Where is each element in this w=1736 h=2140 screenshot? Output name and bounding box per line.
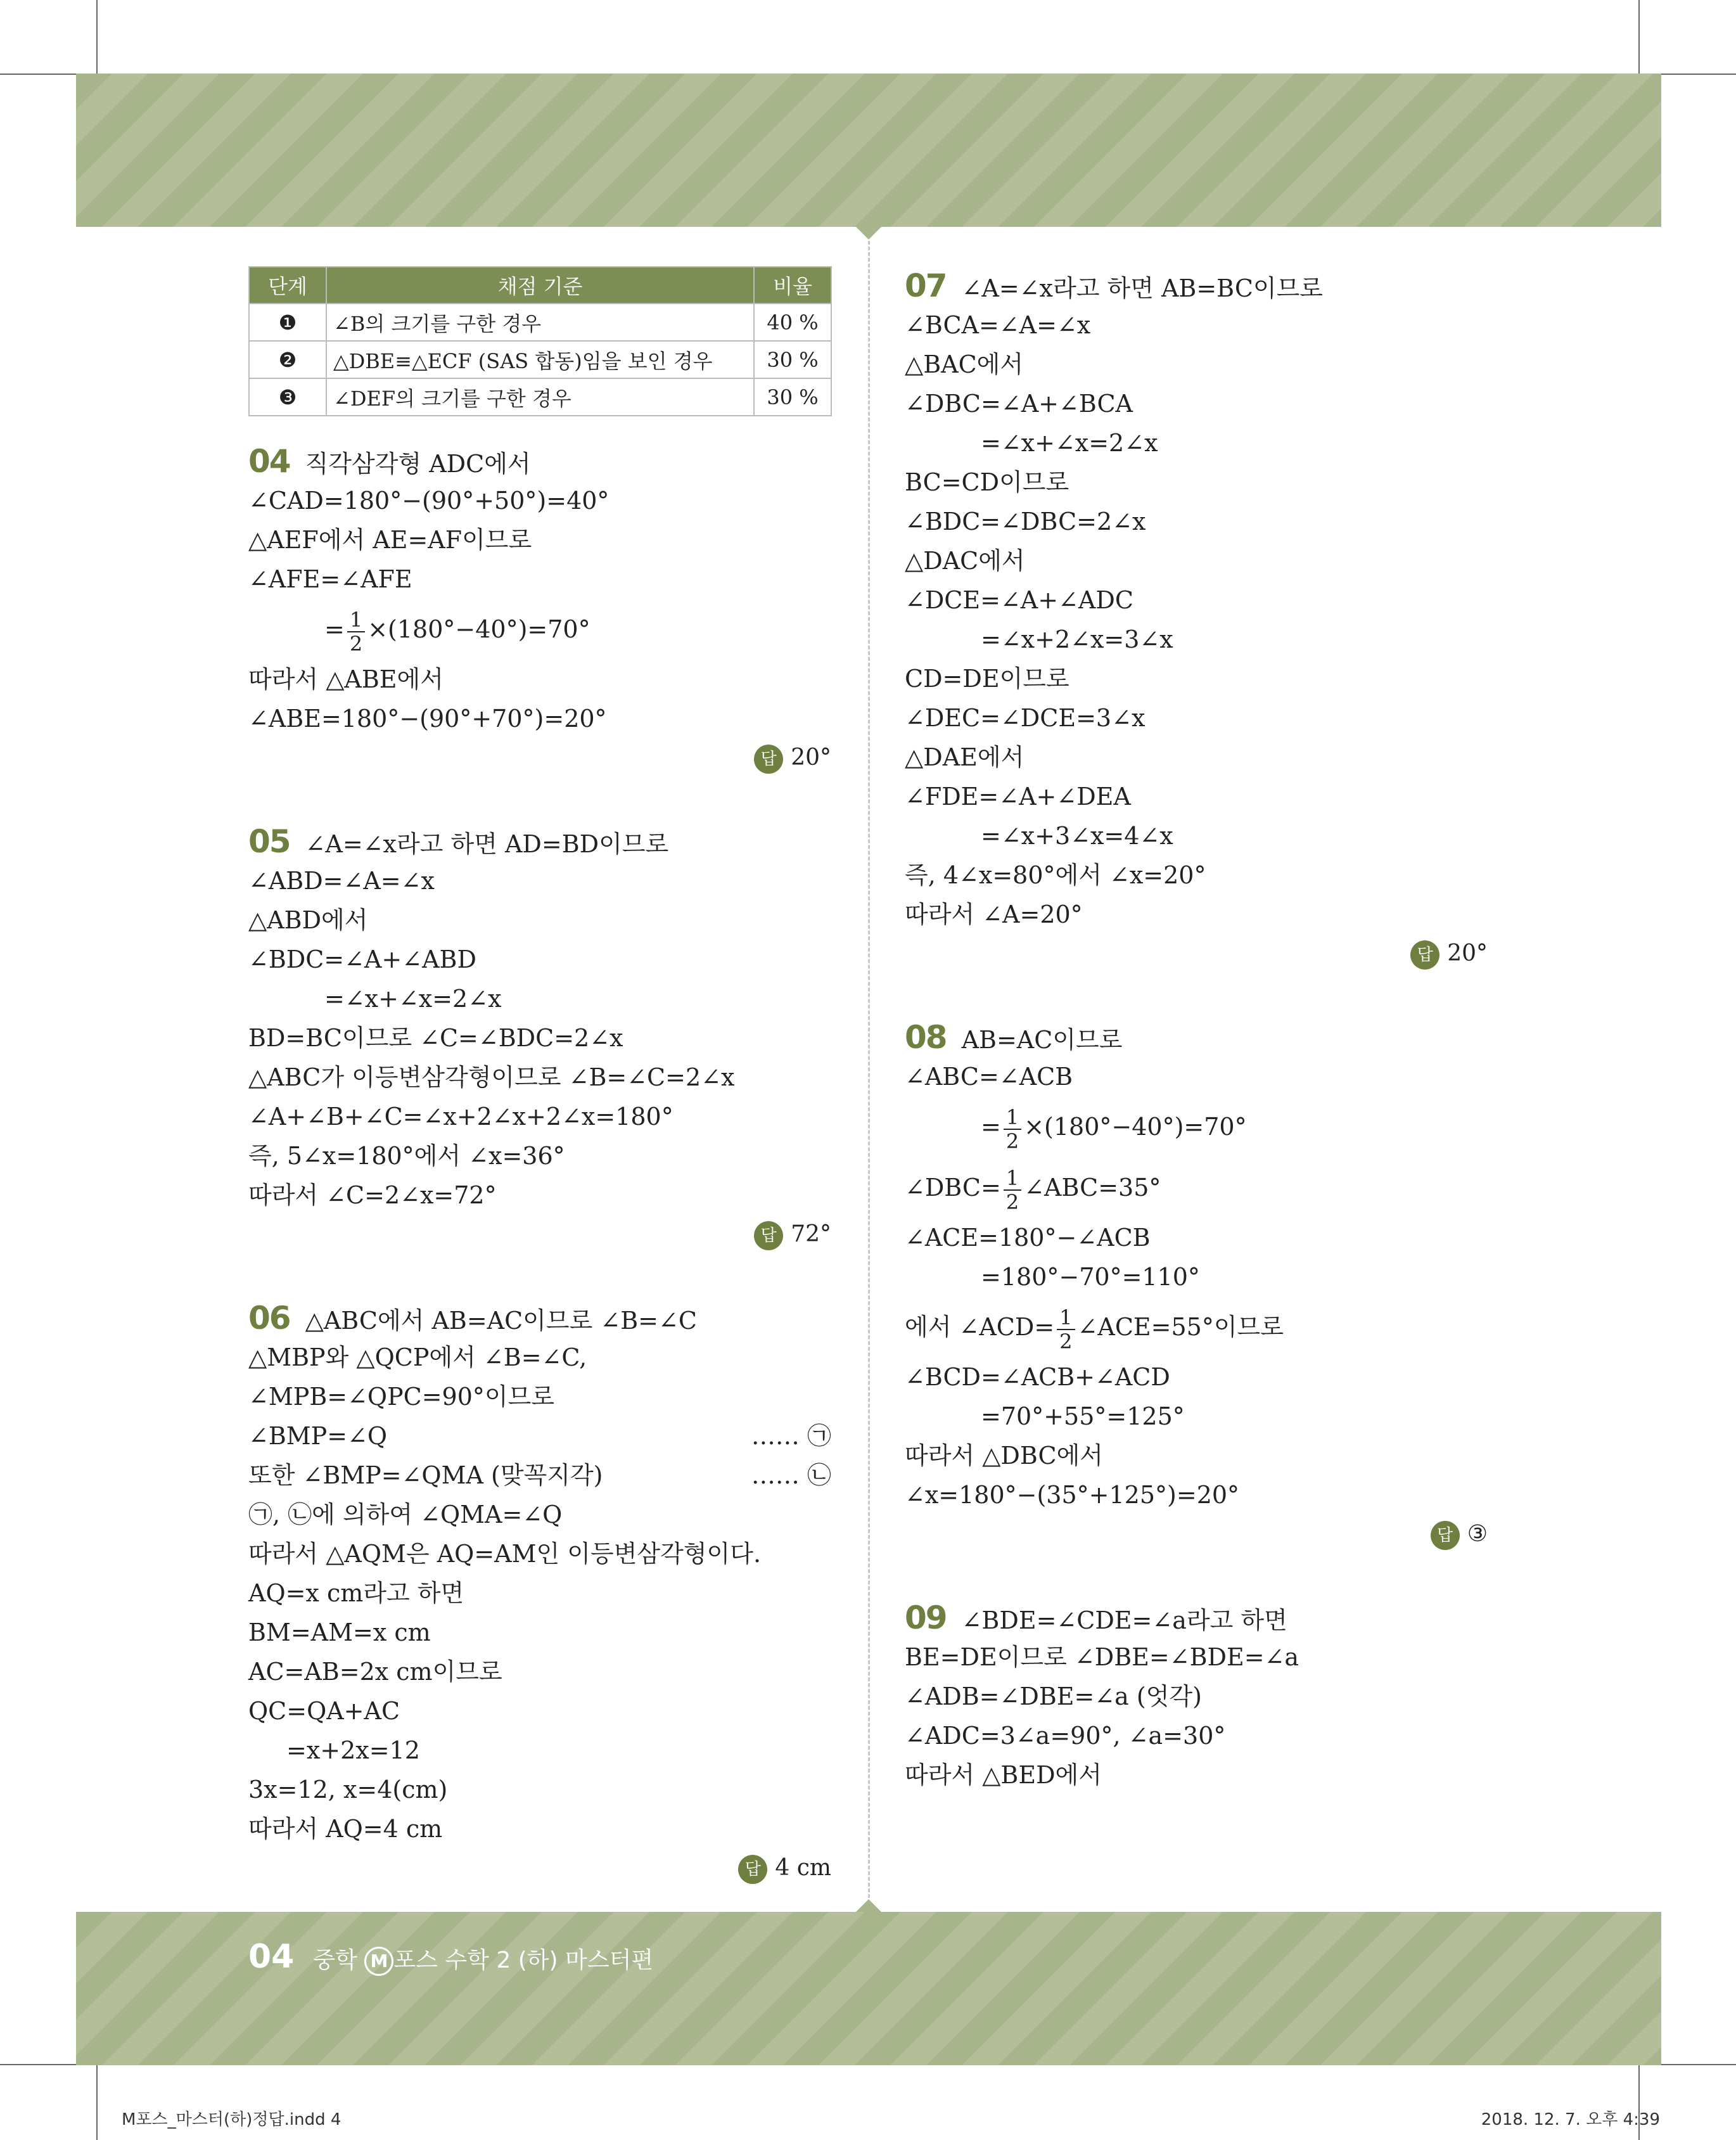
solution-line (248, 1456, 831, 1495)
solution-line: ∠BCD=∠ACB+∠ACD (905, 1363, 1170, 1391)
reference-mark: …… ㉠ (751, 1422, 831, 1450)
solution-line: 즉, 4∠x=80°에서 ∠x=20° (905, 861, 1206, 889)
solution-line: ∠DEC=∠DCE=3∠x (905, 704, 1146, 732)
answer-value: 20° (1447, 940, 1488, 966)
solution-line: 따라서 ∠C=2∠x=72° (248, 1181, 497, 1209)
solution-text: ∠ACE=55°이므로 (1077, 1313, 1284, 1341)
solution-line: ∠DCE=∠A+∠ADC (905, 586, 1133, 614)
solution-text: 직각삼각형 ADC에서 (305, 450, 531, 478)
solution-line: 따라서 AQ=4 cm (248, 1815, 443, 1843)
solution-line: QC=QA+AC (248, 1697, 400, 1725)
solution-line: 따라서 △ABE에서 (248, 665, 444, 693)
solution-line: =70°+55°=125° (981, 1402, 1185, 1430)
answer (248, 1215, 831, 1254)
page-number: 04 (248, 1938, 295, 1976)
solution-line: ∠x=180°−(35°+125°)=20° (905, 1481, 1240, 1509)
solution-text: ∠BDE=∠CDE=∠a라고 하면 (961, 1606, 1287, 1634)
solution-line (248, 599, 831, 660)
fraction-denominator: 2 (1005, 1129, 1019, 1153)
solution-text: ∠DBC= (905, 1174, 1001, 1201)
book-title-prefix: 중학 (313, 1947, 357, 1973)
solution-line: CD=DE이므로 (905, 665, 1069, 693)
fraction-denominator: 2 (1059, 1329, 1073, 1354)
slug-date: 2018. 12. 7. 오후 4:39 (1481, 2110, 1660, 2129)
answer-value: 20° (791, 745, 831, 771)
solution-line (248, 1298, 831, 1338)
problem-04 (248, 442, 831, 778)
problem-06 (248, 1298, 831, 1888)
solution-line (905, 1096, 1488, 1157)
solution-text: ∠A=∠x라고 하면 AD=BD이므로 (305, 830, 669, 858)
solution-line: ∠FDE=∠A+∠DEA (905, 783, 1131, 811)
solution-text: ∠BMP=∠Q (248, 1422, 388, 1450)
fraction-numerator: 1 (1004, 1168, 1021, 1191)
solution-line (905, 1018, 1488, 1057)
solution-line: △DAC에서 (905, 547, 1025, 575)
answer (248, 1848, 831, 1888)
footer-notch (856, 1899, 881, 1912)
table-header-step: 단계 (249, 267, 326, 304)
crop-mark (96, 0, 98, 74)
solution-line: ∠ADC=3∠a=90°, ∠a=30° (905, 1722, 1226, 1750)
reference-mark: …… ㉡ (751, 1461, 831, 1489)
solution-line: △MBP와 △QCP에서 ∠B=∠C, (248, 1343, 587, 1371)
solution-line: ∠MPB=∠QPC=90°이므로 (248, 1383, 555, 1411)
solution-line: 따라서 △DBC에서 (905, 1442, 1104, 1470)
problem-number: 06 (248, 1300, 290, 1336)
answer (905, 1515, 1488, 1554)
solution-line: BE=DE이므로 ∠DBE=∠BDE=∠a (905, 1643, 1299, 1671)
fraction-numerator: 1 (347, 610, 365, 632)
solution-line (905, 1157, 1488, 1218)
crop-mark (1661, 2064, 1736, 2065)
solution-line (248, 822, 831, 861)
problem-number: 05 (248, 823, 290, 860)
solution-line: △DAE에서 (905, 743, 1024, 771)
solution-text: ∠ABC=35° (1024, 1174, 1161, 1201)
solution-line: AC=AB=2x cm이므로 (248, 1658, 502, 1686)
solution-line: =∠x+2∠x=3∠x (981, 625, 1173, 653)
footer-band (76, 1912, 1661, 2065)
table-cell-ratio: 30 % (754, 341, 831, 378)
solution-line: 따라서 ∠A=20° (905, 900, 1083, 928)
table-row (249, 378, 831, 416)
left-column (248, 266, 831, 1932)
problem-number: 09 (905, 1599, 947, 1636)
solution-line: BD=BC이므로 ∠C=∠BDC=2∠x (248, 1024, 623, 1052)
solution-line: =∠x+∠x=2∠x (981, 429, 1158, 457)
solution-line: ∠ABD=∠A=∠x (248, 867, 435, 895)
solution-line: =∠x+∠x=2∠x (324, 985, 502, 1013)
solution-line: BM=AM=x cm (248, 1618, 431, 1646)
solution-line: ∠DBC=∠A+∠BCA (905, 390, 1133, 418)
table-cell-step: ❷ (249, 341, 326, 378)
problem-number: 07 (905, 267, 947, 304)
solution-line: ∠ABE=180°−(90°+70°)=20° (248, 705, 607, 733)
problem-05 (248, 822, 831, 1254)
answer-value: 4 cm (775, 1855, 831, 1881)
scoring-table (248, 266, 832, 416)
crop-mark (0, 74, 76, 75)
problem-number: 04 (248, 443, 290, 480)
solution-line (905, 1297, 1488, 1357)
solution-text: 또한 ∠BMP=∠QMA (맞꼭지각) (248, 1461, 603, 1489)
answer-badge-icon: 답 (738, 1855, 767, 1884)
slug-filename: M포스_마스터(하)정답.indd 4 (122, 2110, 341, 2129)
table-row (249, 341, 831, 378)
solution-line: =x+2x=12 (286, 1736, 420, 1764)
fraction (1057, 1307, 1075, 1352)
solution-line (248, 442, 831, 481)
problem-number: 08 (905, 1019, 947, 1056)
table-cell-criterion: ∠DEF의 크기를 구한 경우 (326, 378, 754, 416)
right-column (905, 266, 1488, 1839)
solution-line: △BAC에서 (905, 350, 1024, 378)
problem-07 (905, 266, 1488, 973)
column-divider (868, 241, 870, 1898)
solution-line: ∠ACE=180°−∠ACB (905, 1224, 1151, 1252)
solution-line (248, 1416, 831, 1456)
solution-line: =180°−70°=110° (981, 1263, 1200, 1291)
crop-mark (1661, 74, 1736, 75)
table-cell-ratio: 40 % (754, 304, 831, 341)
solution-text: △ABC에서 AB=AC이므로 ∠B=∠C (305, 1307, 697, 1335)
answer-badge-icon: 답 (754, 745, 783, 774)
fraction (1004, 1107, 1021, 1151)
answer-badge-icon: 답 (754, 1221, 783, 1250)
table-cell-criterion: △DBE≡△ECF (SAS 합동)임을 보인 경우 (326, 341, 754, 378)
fraction (347, 607, 365, 656)
table-cell-ratio: 30 % (754, 378, 831, 416)
answer-value: 72° (791, 1221, 831, 1247)
solution-text: = (981, 1113, 1001, 1141)
solution-line: ∠CAD=180°−(90°+50°)=40° (248, 487, 610, 515)
solution-line (905, 266, 1488, 305)
page-footer (248, 1938, 653, 1976)
solution-text: AB=AC이므로 (961, 1026, 1123, 1054)
solution-line: BC=CD이므로 (905, 468, 1069, 496)
answer-badge-icon: 답 (1410, 940, 1439, 970)
solution-line: AQ=x cm라고 하면 (248, 1579, 464, 1607)
table-header-ratio: 비율 (754, 267, 831, 304)
solution-line: 즉, 5∠x=180°에서 ∠x=36° (248, 1142, 565, 1170)
solution-line: ∠ADB=∠DBE=∠a (엇각) (905, 1682, 1202, 1710)
problem-08 (905, 1018, 1488, 1554)
solution-line: ∠ABC=∠ACB (905, 1063, 1073, 1091)
solution-text: ∠A=∠x라고 하면 AB=BC이므로 (961, 274, 1324, 302)
crop-mark (0, 2064, 76, 2065)
problem-09 (905, 1598, 1488, 1795)
solution-text: 에서 ∠ACD= (905, 1313, 1055, 1341)
solution-text: ×(180°−40°)=70° (367, 615, 590, 643)
fraction-numerator: 1 (1004, 1107, 1021, 1130)
solution-line: ∠AFE=∠AFE (248, 565, 412, 593)
solution-line: =∠x+3∠x=4∠x (981, 822, 1173, 850)
solution-line: 따라서 △BED에서 (905, 1761, 1102, 1789)
fraction (1004, 1165, 1021, 1214)
crop-mark (96, 2065, 98, 2140)
solution-line: △ABD에서 (248, 906, 368, 934)
book-title: 포스 수학 2 (하) 마스터편 (393, 1947, 654, 1973)
solution-line: △ABC가 이등변삼각형이므로 ∠B=∠C=2∠x (248, 1063, 735, 1091)
table-cell-step: ❸ (249, 378, 326, 416)
answer (905, 934, 1488, 973)
solution-line: 따라서 △AQM은 AQ=AM인 이등변삼각형이다. (248, 1540, 762, 1568)
solution-line: ∠A+∠B+∠C=∠x+2∠x+2∠x=180° (248, 1103, 673, 1131)
solution-line (905, 1598, 1488, 1637)
answer-value: ③ (1467, 1521, 1488, 1547)
solution-line: 3x=12, x=4(cm) (248, 1776, 448, 1804)
solution-text: = (324, 615, 345, 643)
solution-line: ㉠, ㉡에 의하여 ∠QMA=∠Q (248, 1501, 563, 1528)
table-cell-step: ❶ (249, 304, 326, 341)
fraction-denominator: 2 (349, 631, 363, 656)
solution-line: ∠BDC=∠DBC=2∠x (905, 508, 1146, 535)
solution-line: ∠BDC=∠A+∠ABD (248, 945, 476, 973)
table-row (249, 304, 831, 341)
header-band (76, 74, 1661, 227)
table-header-criterion: 채점 기준 (326, 267, 754, 304)
fraction-numerator: 1 (1057, 1307, 1075, 1330)
header-notch (856, 227, 881, 240)
crop-mark (1638, 0, 1640, 74)
fraction-denominator: 2 (1005, 1189, 1019, 1214)
solution-line: ∠BCA=∠A=∠x (905, 311, 1091, 339)
answer (248, 738, 831, 778)
solution-text: ×(180°−40°)=70° (1024, 1113, 1247, 1141)
solution-line: △AEF에서 AE=AF이므로 (248, 526, 532, 554)
m-logo-icon: M (364, 1947, 393, 1976)
answer-badge-icon: 답 (1431, 1521, 1460, 1550)
table-cell-criterion: ∠B의 크기를 구한 경우 (326, 304, 754, 341)
